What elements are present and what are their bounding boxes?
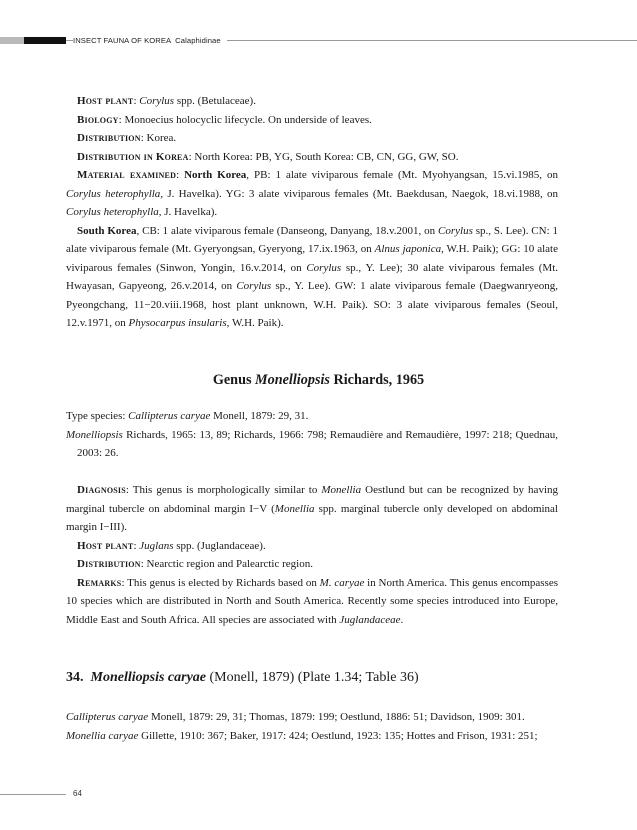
material-label: Material examined <box>77 169 177 181</box>
distribution-korea-text: : North Korea: PB, YG, South Korea: CB, CN, GG, GW, SO. <box>188 150 459 163</box>
host-name: Corylus heterophylla <box>66 187 161 200</box>
biology-text: : Monoecius holocyclic lifecycle. On underside of leaves. <box>118 113 372 126</box>
genus-name: Monelliopsis <box>255 372 330 388</box>
species-number: 34. <box>66 670 84 685</box>
synonym-name: Callipterus caryae <box>66 711 149 723</box>
material-text: sp., Y. Lee); 30 alate viviparous females (Mt. Hwayasan, Gapyeong, 26.v.2014, on <box>66 261 558 292</box>
material-text: , W.H. Paik); GG: 10 alate viviparous females (Sinwon, Yongin, 16.v.2014, on <box>66 243 558 274</box>
genus-host-plant-para: Host plant: Juglans spp. (Juglandaceae). <box>77 539 266 552</box>
material-colon: : <box>176 169 180 181</box>
host-name: Corylus heterophylla <box>66 206 159 218</box>
host-name: Alnus japonica <box>374 243 442 255</box>
genus-heading <box>0 372 637 389</box>
material-text: sp., S. Lee). CN: 1 alate viviparous female (Mt. Gyeryongsan, Gyeryong, 17.ix.1963, on <box>66 224 558 255</box>
remarks-text: . <box>400 613 404 626</box>
page-number: 64 <box>73 789 82 798</box>
species-heading <box>66 669 419 687</box>
remarks-text: in North America. This genus encompasses 10 species which are distributed in North and South America. Recently some species introduced into Europe, Middle East and South Africa. All species are associated with <box>66 576 558 626</box>
distribution-para <box>66 129 558 148</box>
taxon-name: Juglandaceae <box>339 613 401 626</box>
synonym-name: Monellia caryae <box>66 729 139 742</box>
biology-para <box>66 111 558 130</box>
synonym-rest: Richards, 1965: 13, 89; Richards, 1966: 798; Remaudière and Remaudière, 1997: 218; Quednau, 2003: 26. <box>77 428 558 459</box>
remarks-para <box>66 574 558 630</box>
type-species-prefix: Type species: <box>66 410 129 422</box>
diagnosis-text: spp. marginal tubercle only developed on abdominal margin I−III). <box>66 502 558 533</box>
synonymy-line <box>66 708 558 727</box>
section-genus-monelliopsis <box>66 407 558 629</box>
footer-rule <box>0 794 66 795</box>
host-name: Physocarpus insularis <box>128 317 227 329</box>
host-name: Corylus <box>306 261 342 274</box>
distribution-korea-para <box>66 148 558 167</box>
synonym-rest: Monell, 1879: 29, 31; Thomas, 1879: 199; Oestlund, 1886: 51; Davidson, 1909: 301. <box>148 711 525 723</box>
material-text: sp., Y. Lee). GW: 1 alate viviparous female (Daegwanryeong, Pyeongchang, 11−20.viii.1968, host plant unknown, W.H. Paik). SO: 3 alate viviparous females (Seoul, 12.v.1971, on <box>66 280 559 329</box>
species-rest: (Monell, 1879) (Plate 1.34; Table 36) <box>206 670 419 685</box>
species-name: Monelliopsis caryae <box>90 670 206 685</box>
distribution-text: : Nearctic region and Palearctic region. <box>140 558 313 570</box>
diagnosis-text: Oestlund but can be recognized by having marginal tubercle on abdominal margin I−V ( <box>66 484 559 515</box>
diagnosis-label: Diagnosis <box>77 484 126 496</box>
synonym-rest: Gillette, 1910: 367; Baker, 1917: 424; Oestlund, 1923: 135; Hottes and Frison, 1931: 251; <box>138 729 538 742</box>
type-species-rest: Monell, 1879: 29, 31. <box>210 410 309 422</box>
material-text: , PB: 1 alate viviparous female (Mt. Myohyangsan, 15.vi.1985, on <box>246 169 559 181</box>
synonymy-line <box>66 727 558 746</box>
distribution-label: Distribution <box>77 558 141 570</box>
host-genus: Juglans <box>139 539 174 552</box>
genus-distribution-para <box>66 555 558 574</box>
remarks-label: Remarks <box>77 576 122 589</box>
material-text: , J. Havelka). <box>158 206 218 218</box>
header-title: INSECT FAUNA OF KOREA <box>73 36 172 45</box>
genus-prefix: Genus <box>212 372 256 388</box>
host-plant-para: Host plant: Corylus spp. (Betulaceae). <box>77 95 256 107</box>
taxon-name: M. caryae <box>319 576 365 589</box>
material-text: , CB: 1 alate viviparous female (Danseong, Danyang, 18.v.2001, on <box>136 224 439 237</box>
distribution-korea-label: Distribution in Korea <box>77 150 189 163</box>
synonym-name: Monelliopsis <box>66 428 123 441</box>
north-korea-label: North Korea <box>184 169 247 181</box>
material-text: , J. Havelka). YG: 3 alate viviparous females (Mt. Baekdusan, Naegok, 18.vi.1988, on <box>160 187 558 200</box>
material-south-korea-para <box>66 222 558 333</box>
host-rest: spp. (Juglandaceae). <box>173 539 266 552</box>
type-species-name: Callipterus caryae <box>128 410 211 422</box>
host-plant-label: Host plant <box>77 95 134 107</box>
material-north-korea-para <box>66 166 558 222</box>
running-header <box>73 36 227 45</box>
genus-author: Richards, 1965 <box>329 372 425 388</box>
taxon-name: Monellia <box>274 502 315 515</box>
header-subtitle: Calaphidinae <box>175 36 221 45</box>
genus-synonymy-para <box>66 426 558 463</box>
host-name: Corylus <box>236 280 272 292</box>
host-plant-label: Host plant <box>77 539 134 552</box>
host-genus: Corylus <box>139 95 175 107</box>
south-korea-label: South Korea <box>77 224 137 237</box>
taxon-name: Monellia <box>321 484 362 496</box>
distribution-text: : Korea. <box>140 132 177 144</box>
diagnosis-para <box>66 481 558 537</box>
section-corylus-species <box>66 92 558 333</box>
host-name: Corylus <box>438 224 473 237</box>
header-bar-gray <box>0 37 24 44</box>
distribution-label: Distribution <box>77 132 141 144</box>
header-bar-black <box>24 37 66 44</box>
remarks-text: : This genus is elected by Richards based on <box>121 576 320 589</box>
type-species-para <box>66 407 558 426</box>
diagnosis-text: : This genus is morphologically similar to <box>125 484 322 496</box>
host-rest: spp. (Betulaceae). <box>174 95 256 107</box>
section-species-synonymy <box>66 708 558 745</box>
biology-label: Biology <box>77 113 119 126</box>
material-text: , W.H. Paik). <box>226 317 284 329</box>
